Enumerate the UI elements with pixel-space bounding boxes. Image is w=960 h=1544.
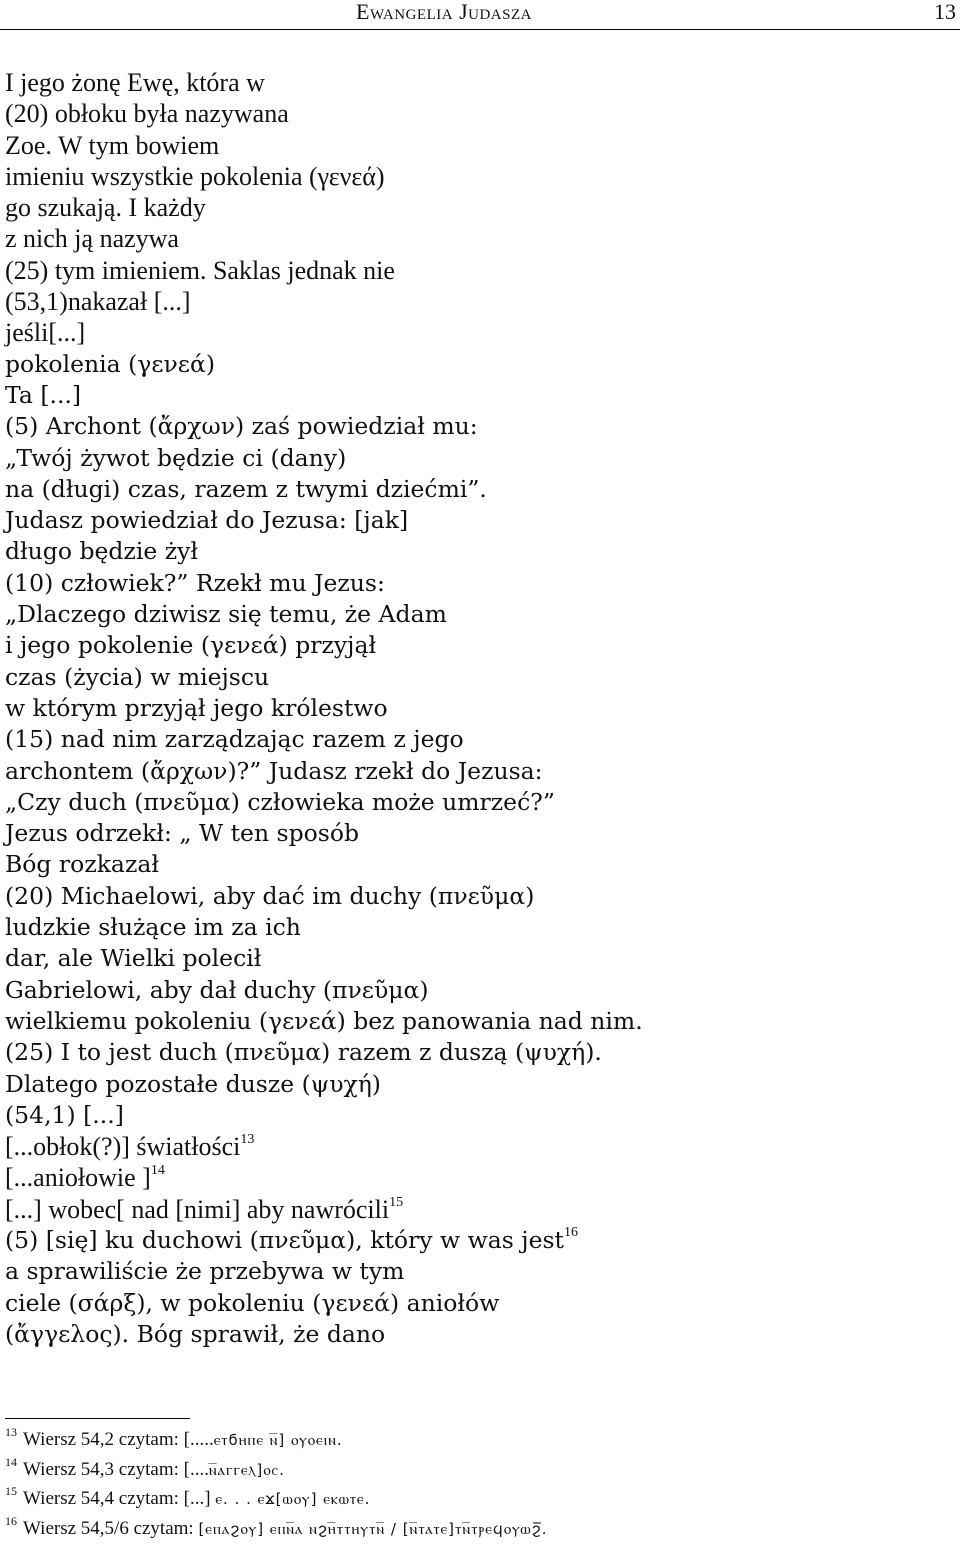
text-line-content: (10) człowiek?” Rzekł mu Jezus: xyxy=(5,568,385,597)
footnote-item xyxy=(5,1455,955,1485)
text-line xyxy=(5,943,955,974)
text-line xyxy=(5,818,955,849)
text-line-content: imieniu wszystkie pokolenia (γενεά) xyxy=(5,161,385,191)
text-line-content: [...obłok(?)] światłości xyxy=(5,1132,241,1162)
text-line-content: [...] wobec[ nad [nimi] aby nawrócili xyxy=(5,1194,390,1224)
text-line-content: „Dlaczego dziwisz się temu, że Adam xyxy=(5,600,447,629)
text-line xyxy=(5,662,955,693)
text-line xyxy=(5,630,955,661)
footnote-number: 16 xyxy=(5,1513,17,1528)
footnote-number: 14 xyxy=(5,1454,17,1469)
text-line xyxy=(5,1256,955,1287)
text-line xyxy=(5,787,955,818)
text-line xyxy=(5,724,955,755)
text-line xyxy=(5,474,955,505)
text-line xyxy=(5,192,955,223)
text-line xyxy=(5,1194,955,1225)
text-line-content: (25) I to jest duch (πνεῦμα) razem z duszą (ψυχή). xyxy=(5,1038,602,1067)
text-line xyxy=(5,568,955,599)
text-line-content: pokolenia (γενεά) xyxy=(5,349,216,378)
text-line-content: dar, ale Wielki polecił xyxy=(5,944,262,973)
text-line-content: (53,1)nakazał [...] xyxy=(5,287,191,317)
text-line-content: Ta [...] xyxy=(5,380,82,409)
text-line xyxy=(5,255,955,286)
text-line xyxy=(5,349,955,380)
text-line xyxy=(5,67,955,98)
text-line-content: archontem (ἄρχων)?” Judasz rzekł do Jezusa: xyxy=(5,756,543,785)
text-line-content: (20) Michaelowi, aby dać im duchy (πνεῦμα) xyxy=(5,881,535,910)
text-line xyxy=(5,1069,955,1100)
footnote-coptic: ⲛ̅ⲁⲅⲅⲉⲗ]ⲟⲥ. xyxy=(209,1460,285,1479)
text-line xyxy=(5,1288,955,1319)
text-line xyxy=(5,1162,955,1193)
text-line-content: (5) [się] ku duchowi (πνεῦμα), który w was jest xyxy=(5,1225,564,1254)
text-line xyxy=(5,1100,955,1131)
footnote-list xyxy=(5,1425,955,1543)
footnotes xyxy=(5,1418,955,1543)
text-line-content: Dlatego pozostałe dusze (ψυχή) xyxy=(5,1069,381,1098)
running-title: Ewangelia Judasza xyxy=(356,0,532,24)
text-line xyxy=(5,505,955,536)
text-line xyxy=(5,223,955,254)
page-header xyxy=(0,0,960,30)
header-rule xyxy=(0,29,960,30)
footnote-rule xyxy=(5,1418,190,1419)
text-line-content: (25) tym imieniem. Saklas jednak nie xyxy=(5,255,395,285)
text-line-content: [...aniołowie ] xyxy=(5,1163,151,1193)
text-line-content: Gabrielowi, aby dał duchy (πνεῦμα) xyxy=(5,975,429,1004)
text-line xyxy=(5,912,955,943)
text-line-content: Judasz powiedział do Jezusa: [jak] xyxy=(5,506,409,535)
text-line-content: w którym przyjął jego królestwo xyxy=(5,693,388,722)
text-line xyxy=(5,380,955,411)
text-line xyxy=(5,1131,955,1162)
text-line-content: (54,1) [...] xyxy=(5,1100,124,1129)
text-line xyxy=(5,411,955,442)
footnote-ref[interactable]: 14 xyxy=(150,1163,165,1179)
text-line xyxy=(5,317,955,348)
text-line xyxy=(5,1225,955,1256)
footnote-ref[interactable]: 16 xyxy=(563,1224,578,1240)
text-line-content: i jego pokolenie (γενεά) przyjął xyxy=(5,631,377,660)
footnote-item xyxy=(5,1425,955,1455)
footnote-item xyxy=(5,1514,955,1544)
footnote-number: 15 xyxy=(5,1484,17,1498)
text-line-content: Jezus odrzekł: „ W ten sposób xyxy=(5,819,360,848)
footnote-coptic: ⲉⲧϭⲏⲡⲉ ⲛ̅] ⲟⲩⲟⲉⲓⲛ. xyxy=(213,1431,343,1449)
text-line-content: ciele (σάρξ), w pokoleniu (γενεά) aniołów xyxy=(5,1288,500,1317)
text-line-content: wielkiemu pokoleniu (γενεά) bez panowania nad nim. xyxy=(5,1006,643,1035)
text-line-content: z nich ją nazywa xyxy=(5,224,179,254)
text-line-content: (20) obłoku była nazywana xyxy=(5,99,289,129)
footnote-text: Wiersz 54,3 czytam: [.... xyxy=(23,1458,210,1480)
text-line-content: (15) nad nim zarządzając razem z jego xyxy=(5,725,464,754)
text-line-content: „Twój żywot będzie ci (dany) xyxy=(5,443,347,472)
text-line-content: Zoe. W tym bowiem xyxy=(5,130,220,160)
text-line xyxy=(5,1006,955,1037)
text-line-content: na (długi) czas, razem z twymi dziećmi”. xyxy=(5,474,487,503)
page-number: 13 xyxy=(934,0,956,24)
footnote-ref[interactable]: 13 xyxy=(240,1132,255,1148)
text-line xyxy=(5,443,955,474)
text-line-content: czas (życia) w miejscu xyxy=(5,662,270,691)
text-line xyxy=(5,975,955,1006)
text-line-content: ludzkie służące im za ich xyxy=(5,913,301,942)
footnote-text: Wiersz 54,5/6 czytam: xyxy=(23,1517,199,1539)
main-text xyxy=(5,67,955,1350)
footnote-item xyxy=(5,1484,955,1514)
text-line xyxy=(5,286,955,317)
footnote-ref[interactable]: 15 xyxy=(389,1194,404,1210)
text-line xyxy=(5,1319,955,1350)
text-line xyxy=(5,1037,955,1068)
text-line-content: „Czy duch (πνεῦμα) człowieka może umrzeć?” xyxy=(5,787,555,816)
text-line xyxy=(5,536,955,567)
text-line xyxy=(5,161,955,192)
text-line xyxy=(5,881,955,912)
text-line-content: Bóg rozkazał xyxy=(5,850,159,879)
footnote-number: 13 xyxy=(5,1425,17,1439)
text-line xyxy=(5,599,955,630)
text-line-content: I jego żonę Ewę, która w xyxy=(5,68,265,97)
text-line xyxy=(5,98,955,129)
text-line-content: jeśli[...] xyxy=(5,318,86,348)
footnote-coptic: ⲉ. . . ⲉϫ[ⲱⲟⲩ] ⲉⲕⲱⲧⲉ. xyxy=(215,1490,371,1508)
footnote-text: Wiersz 54,2 czytam: [..... xyxy=(23,1429,214,1450)
text-line xyxy=(5,693,955,724)
text-line-content: go szukają. I każdy xyxy=(5,193,206,223)
text-line-content: (5) Archont (ἄρχων) zaś powiedział mu: xyxy=(5,412,478,441)
text-line-content: a sprawiliście że przebywa w tym xyxy=(5,1257,405,1286)
footnote-coptic: [ⲉⲡⲁϩⲟⲩ] ⲉⲡⲛ̅ⲁ ⲛϩⲏ̅ⲧⲧⲏⲩⲧⲛ̅ / [ⲛ̅ⲧⲁⲧⲉ]ⲧⲛ̅ⲧⲣⲉϥⲟⲩⲱϩ̅. xyxy=(198,1519,548,1538)
footnote-text: Wiersz 54,4 czytam: [...] xyxy=(23,1488,216,1509)
text-line xyxy=(5,130,955,161)
text-line-content: długo będzie żył xyxy=(5,537,199,566)
text-line xyxy=(5,849,955,880)
text-line xyxy=(5,756,955,787)
text-line-content: (ἄγγελος). Bóg sprawił, że dano xyxy=(5,1319,386,1348)
